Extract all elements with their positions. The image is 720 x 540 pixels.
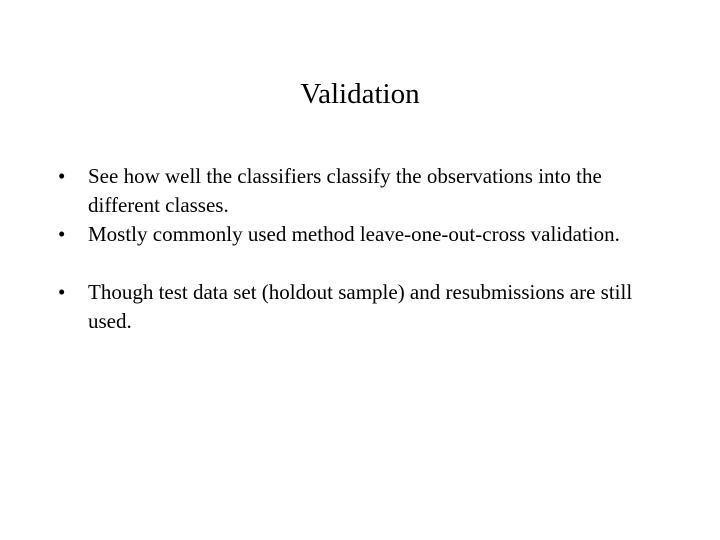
bullet-mark: • [58,164,66,188]
bullet-text: See how well the classifiers classify the observations into the different classes. [88,164,602,217]
bullet-mark: • [58,280,66,304]
bullet-item [58,278,678,336]
bullet-item [58,220,678,249]
bullet-item [58,162,678,220]
bullet-text: Though test data set (holdout sample) and resubmissions are still used. [88,280,633,333]
slide-title: Validation [300,78,420,110]
bullet-text: Mostly commonly used method leave-one-out-cross validation. [88,222,620,246]
bullet-list [58,162,678,336]
bullet-mark: • [58,222,66,246]
